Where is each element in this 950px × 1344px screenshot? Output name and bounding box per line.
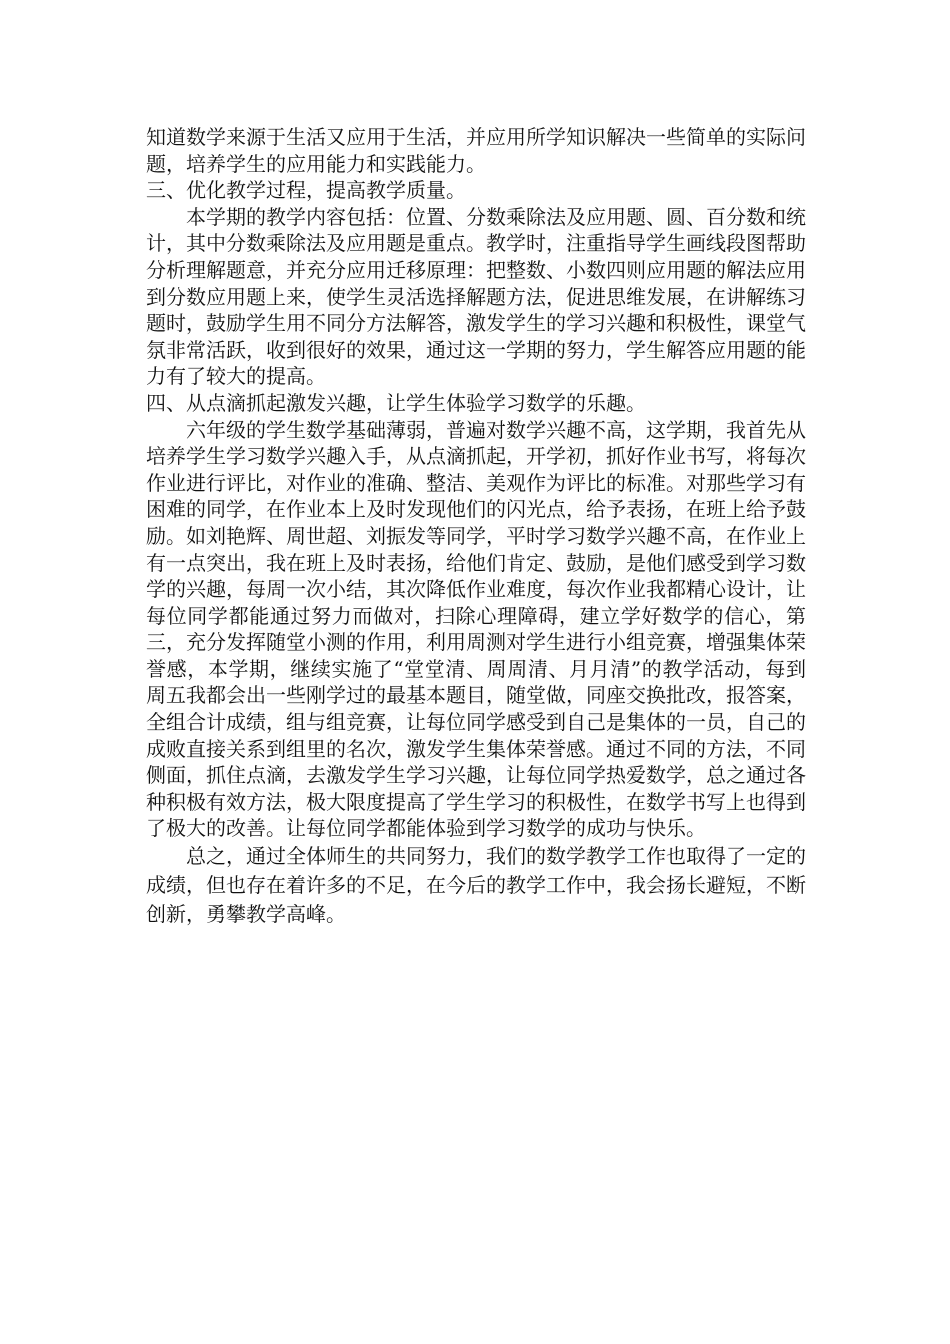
section-heading-four: 四、从点滴抓起激发兴趣，让学生体验学习数学的乐趣。 — [146, 390, 646, 415]
paragraph-continuation: 知道数学来源于生活又应用于生活，并应用所学知识解决一些简单的实际问题，培养学生的应用能力和实践能力。 — [146, 125, 806, 176]
paragraph-interest: 六年级的学生数学基础薄弱，普遍对数学兴趣不高，这学期，我首先从培养学生学习数学兴趣入手，从点滴抓起，开学初，抓好作业书写，将每次作业进行评比，对作业的准确、整洁、美观作为评比的标准。对那些学习有困难的同学，在作业本上及时发现他们的闪光点，给予表扬，在班上给予鼓励。如刘艳辉、周世超、刘振发等同学，平时学习数学兴趣不高，在作业上有一点突出，我在班上及时表扬，给他们肯定、鼓励，是他们感受到学习数学的兴趣，每周一次小结，其次降低作业难度，每次作业我都精心设计，让每位同学都能通过努力而做对，扫除心理障碍，建立学好数学的信心，第三，充分发挥随堂小测的作用，利用周测对学生进行小组竞赛，增强集体荣誉感，本学期，继续实施了“堂堂清、周周清、月月清”的教学活动，每到周五我都会出一些刚学过的最基本题目，随堂做，同座交换批改，报答案，全组合计成绩，组与组竞赛，让每位同学感受到自己是集体的一员，自己的成败直接关系到组里的名次，激发学生集体荣誉感。通过不同的方法，不同侧面，抓住点滴，去激发学生学习兴趣，让每位同学热爱数学，总之通过各种积极有效方法，极大限度提高了学生学习的积极性，在数学书写上也得到了极大的改善。让每位同学都能体验到学习数学的成功与快乐。 — [146, 417, 806, 841]
paragraph-conclusion: 总之，通过全体师生的共同努力，我们的数学教学工作也取得了一定的成绩，但也存在着许多的不足，在今后的教学工作中，我会扬长避短，不断创新，勇攀教学高峰。 — [146, 844, 806, 927]
section-heading-three: 三、优化教学过程，提高教学质量。 — [146, 178, 466, 203]
paragraph-teaching-content: 本学期的教学内容包括：位置、分数乘除法及应用题、圆、百分数和统计，其中分数乘除法及应用题是重点。教学时，注重指导学生画线段图帮助分析理解题意，并充分应用迁移原理：把整数、小数四则应用题的解法应用到分数应用题上来，使学生灵活选择解题方法，促进思维发展，在讲解练习题时，鼓励学生用不同分方法解答，激发学生的学习兴趣和积极性，课堂气氛非常活跃，收到很好的效果，通过这一学期的努力，学生解答应用题的能力有了较大的提高。 — [146, 204, 806, 389]
document-page — [146, 124, 806, 929]
